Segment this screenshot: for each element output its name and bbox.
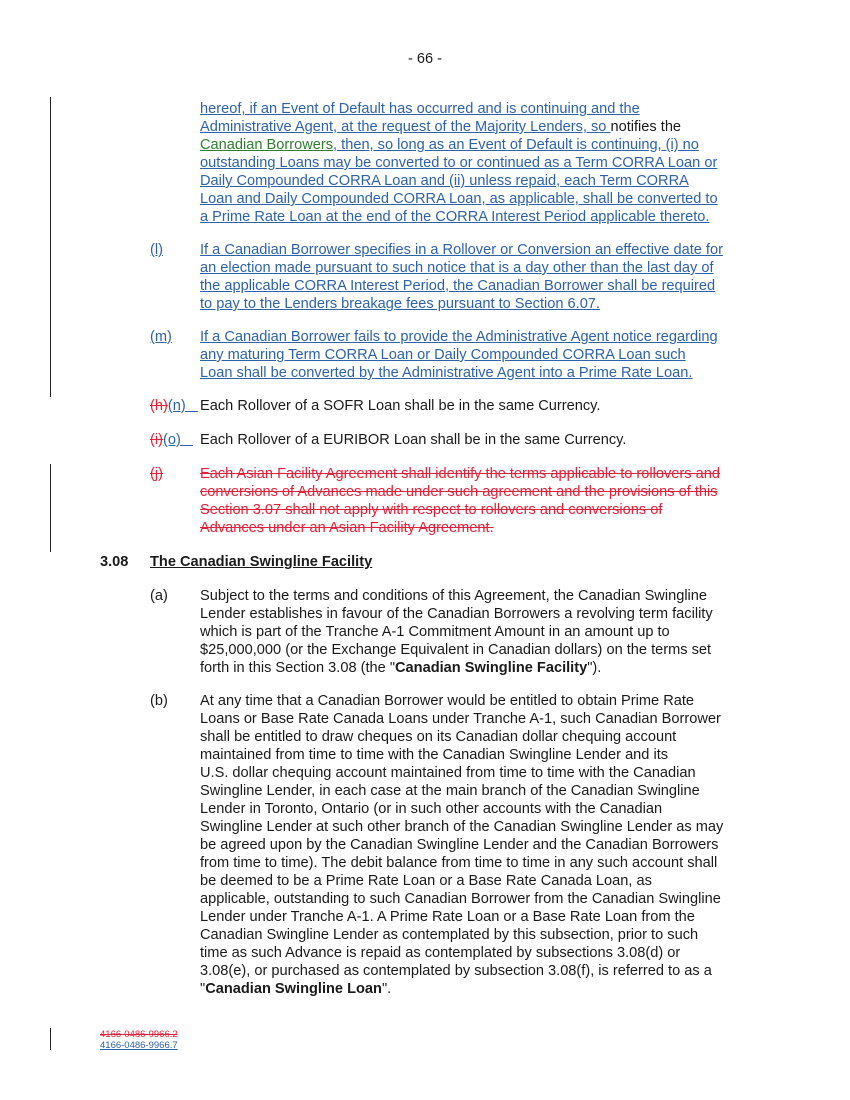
paragraph-line: a Prime Rate Loan at the end of the CORRA Interest Period applicable thereto. <box>200 209 710 225</box>
paragraph-line: Lender establishes in favour of the Canadian Borrowers a revolving term facility <box>200 606 713 622</box>
defined-term: Canadian Swingline Loan <box>205 981 382 997</box>
change-bar-deleted-j <box>50 464 51 552</box>
paragraph-line: be deemed to be a Prime Rate Loan or a Base Rate Canada Loan, as <box>200 873 652 889</box>
inserted-label: (o) <box>162 432 181 448</box>
item-line: any maturing Term CORRA Loan or Daily Compounded CORRA Loan such <box>200 347 686 363</box>
item-line: to pay to the Lenders breakage fees pursuant to Section 6.07. <box>200 296 600 312</box>
paragraph-line: Swingline Lender at such other branch of the Canadian Swingline Lender as may <box>200 819 724 835</box>
paragraph-line: hereof, if an Event of Default has occurred and is continuing and the <box>200 101 640 117</box>
paragraph-line: outstanding Loans may be converted to or continued as a Term CORRA Loan or <box>200 155 718 171</box>
paragraph-line: Daily Compounded CORRA Loan and (ii) unless repaid, each Term CORRA <box>200 173 689 189</box>
item-label <box>150 397 198 415</box>
paragraph-line: "Canadian Swingline Loan". <box>200 981 392 997</box>
item-line: the applicable CORRA Interest Period, the Canadian Borrower shall be required <box>200 278 716 294</box>
paragraph-line: Subject to the terms and conditions of this Agreement, the Canadian Swingline <box>200 588 708 604</box>
footer-deleted-doc-id: 4166-0486-9966.2 <box>100 1029 178 1040</box>
item-line: If a Canadian Borrower fails to provide the Administrative Agent notice regarding <box>200 329 718 345</box>
change-bar-footer <box>50 1028 51 1050</box>
paragraph-line: $25,000,000 (or the Exchange Equivalent in Canadian dollars) on the terms set <box>200 642 712 658</box>
inserted-text: , then, so long as an Event of Default is continuing, (i) no <box>333 137 699 153</box>
item-label <box>150 431 193 449</box>
paragraph-line: time as such Advance is repaid as contemplated by subsections 3.08(d) or <box>200 945 681 961</box>
defined-term: Canadian Swingline Facility <box>395 660 588 676</box>
inserted-text: Administrative Agent, at the request of the Majority Lenders, so <box>200 119 611 135</box>
item-label: (a) <box>150 588 168 604</box>
moved-text: Canadian Borrowers <box>200 137 334 153</box>
paragraph-line: U.S. dollar chequing account maintained from time to time with the Canadian <box>200 765 696 781</box>
item-line: Section 3.07 shall not apply with respect to rollovers and conversions of <box>200 502 663 518</box>
item-line: Loan shall be converted by the Administrative Agent into a Prime Rate Loan. <box>200 365 693 381</box>
item-line: an election made pursuant to such notice that is a day other than the last day of <box>200 260 714 276</box>
paragraph-line: At any time that a Canadian Borrower would be entitled to obtain Prime Rate <box>200 693 695 709</box>
paragraph-line: shall be entitled to draw cheques on its Canadian dollar chequing account <box>200 729 677 745</box>
paragraph-line: 3.08(e), or purchased as contemplated by subsection 3.08(f), is referred to as a <box>200 963 712 979</box>
item-label: (m) <box>150 329 172 345</box>
item-line: If a Canadian Borrower specifies in a Rollover or Conversion an effective date for <box>200 242 723 258</box>
paragraph-line: forth in this Section 3.08 (the "Canadian Swingline Facility"). <box>200 660 602 676</box>
paragraph-line: Loan and Daily Compounded CORRA Loan, as applicable, shall be converted to <box>200 191 718 207</box>
paragraph-line <box>200 136 699 154</box>
item-line: Advances under an Asian Facility Agreement. <box>200 520 494 536</box>
paragraph-line: applicable, outstanding to such Canadian Borrower from the Canadian Swingline <box>200 891 721 907</box>
page-number: - 66 - <box>407 51 443 67</box>
item-line: conversions of Advances made under such agreement and the provisions of this <box>200 484 718 500</box>
section-number: 3.08 <box>100 554 129 570</box>
paragraph-line: Lender under Tranche A-1. A Prime Rate Loan or a Base Rate Loan from the <box>200 909 695 925</box>
original-text: notifies the <box>610 119 682 135</box>
footer-inserted-doc-id: 4166-0486-9966.7 <box>100 1040 178 1051</box>
paragraph-line: from time to time). The debit balance from time to time in any such account shall <box>200 855 718 871</box>
section-title: The Canadian Swingline Facility <box>150 554 373 570</box>
item-text: Each Rollover of a EURIBOR Loan shall be in the same Currency. <box>200 432 627 448</box>
change-bar-top <box>50 97 51 397</box>
item-label: (j) <box>150 466 163 482</box>
item-label: (b) <box>150 693 168 709</box>
paragraph-line: Loans or Base Rate Canada Loans under Tranche A-1, such Canadian Borrower <box>200 711 721 727</box>
paragraph-line: Swingline Lender, in each case at the main branch of the Canadian Swingline <box>200 783 700 799</box>
inserted-label: (n) <box>167 398 186 414</box>
deleted-label: (h) <box>150 398 168 414</box>
item-text: Each Rollover of a SOFR Loan shall be in the same Currency. <box>200 398 601 414</box>
paragraph-line: be agreed upon by the Canadian Swingline Lender and the Canadian Borrowers <box>200 837 719 853</box>
paragraph-line: which is part of the Tranche A-1 Commitment Amount in an amount up to <box>200 624 670 640</box>
paragraph-line: Canadian Swingline Lender as contemplated by this subsection, prior to such <box>200 927 699 943</box>
item-label: (l) <box>150 242 163 258</box>
paragraph-line: maintained from time to time with the Canadian Swingline Lender and its <box>200 747 669 763</box>
deleted-label: (i) <box>150 432 163 448</box>
item-line: Each Asian Facility Agreement shall identify the terms applicable to rollovers and <box>200 466 720 482</box>
paragraph-line: Lender in Toronto, Ontario (or in such other accounts with the Canadian <box>200 801 663 817</box>
paragraph-line <box>200 118 681 136</box>
